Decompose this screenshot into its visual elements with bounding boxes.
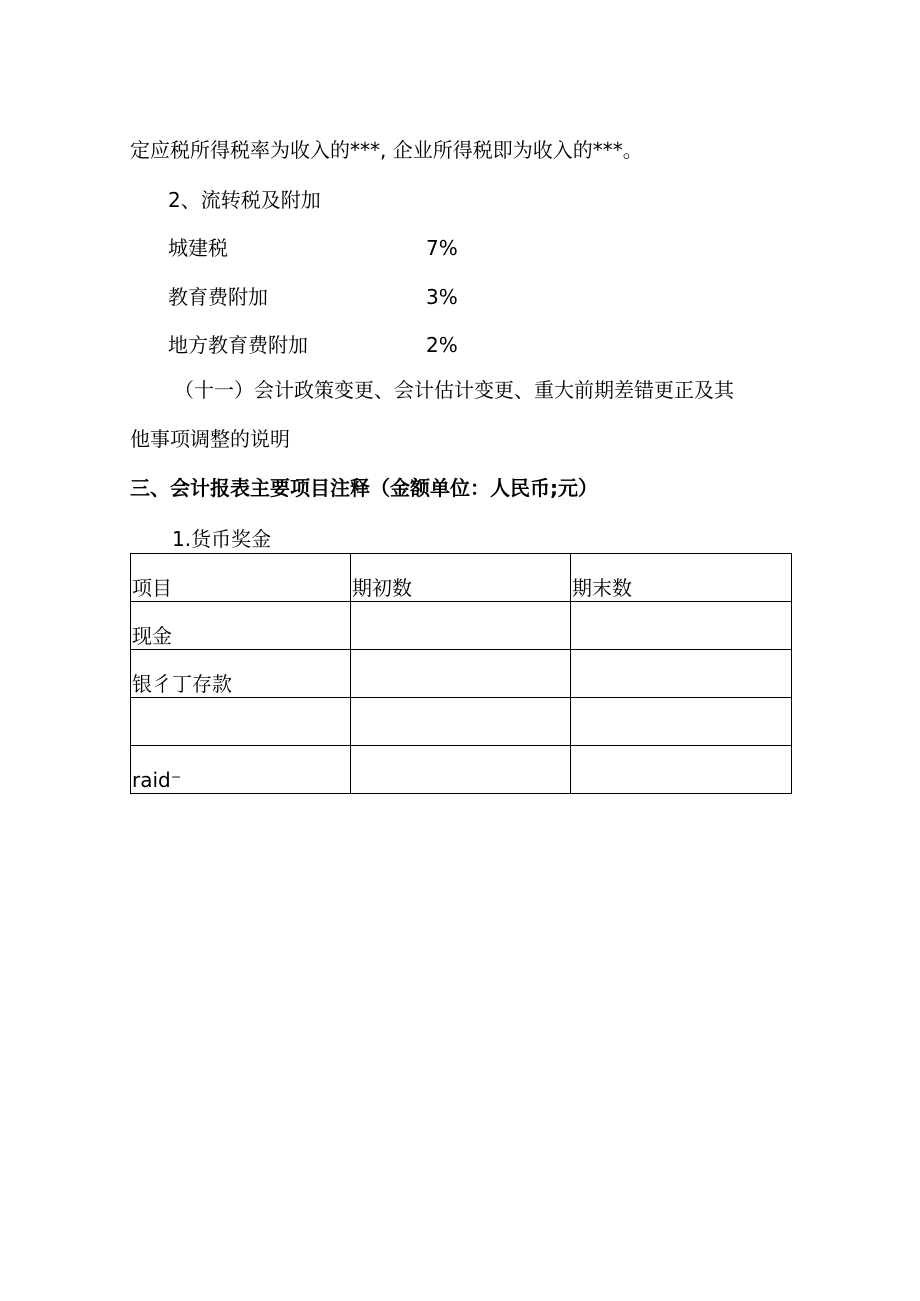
- header-cell: [351, 554, 571, 602]
- tax-rate: 3%: [426, 285, 458, 309]
- paragraph-income-tax-rate: 定应税所得税率为收入的***, 企业所得税即为收入的***。: [130, 138, 643, 162]
- heading-accounting-changes-line2: 他事项调整的说明: [130, 427, 290, 451]
- cell-text: 银彳丁存款: [132, 672, 232, 696]
- table-cell: [131, 650, 351, 698]
- table-cell: [131, 746, 351, 794]
- table-cell: [351, 650, 571, 698]
- cell-text: 现金: [132, 624, 172, 648]
- table-cell: [571, 650, 792, 698]
- header-cell: [571, 554, 792, 602]
- table-row: [131, 746, 792, 794]
- table-cell: [571, 602, 792, 650]
- header-text: 项目: [132, 576, 172, 600]
- tax-rate: 2%: [426, 333, 458, 357]
- table-cell: [351, 602, 571, 650]
- tax-name: 城建税: [168, 236, 228, 260]
- table-cell: [131, 698, 351, 746]
- subheading-cash: 1.货币奖金: [172, 527, 272, 551]
- table-row: [131, 698, 792, 746]
- table-row: [131, 602, 792, 650]
- heading-accounting-changes-line1: （十一）会计政策变更、会计估计变更、重大前期差错更正及其: [174, 378, 734, 402]
- header-cell: [131, 554, 351, 602]
- table-cell: [131, 602, 351, 650]
- tax-name: 教育费附加: [168, 285, 268, 309]
- table-cell: [571, 698, 792, 746]
- cash-table: [130, 553, 792, 794]
- tax-rate: 7%: [426, 236, 458, 260]
- tax-name: 地方教育费附加: [168, 333, 308, 357]
- table-header-row: [131, 554, 792, 602]
- table-cell: [571, 746, 792, 794]
- cell-text: raid⁻: [132, 768, 182, 792]
- table-cell: [351, 746, 571, 794]
- header-text: 期初数: [352, 576, 412, 600]
- table-row: [131, 650, 792, 698]
- table-cell: [351, 698, 571, 746]
- section-heading-notes: 三、会计报表主要项目注释（金额单位：人民币;元）: [130, 476, 598, 500]
- header-text: 期末数: [572, 576, 632, 600]
- heading-turnover-tax: 2、流转税及附加: [168, 188, 321, 212]
